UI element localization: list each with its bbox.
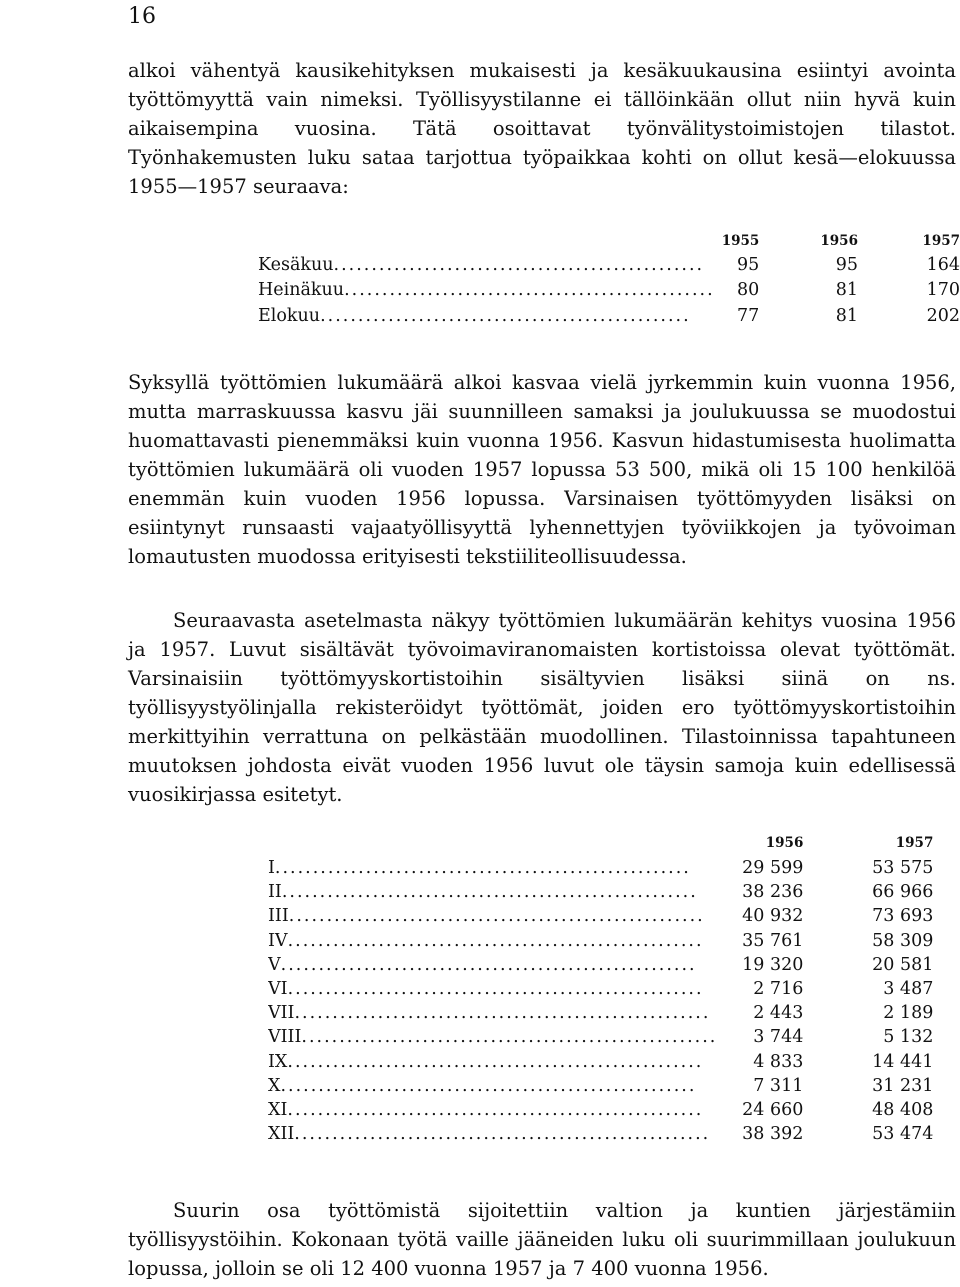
paragraph-table-explanation: Seuraavasta asetelmasta näkyy työttömien lukumäärän kehitys vuosina 1956 ja 1957. Luvut sisältävät työvoimaviranomaisten kortistoissa olevat työttömät. Varsinaisiin työttömyyskortistoihin sisältyvien lisäksi siinä on ns. työllisyystyölinjalla rekisteröidyt työttömät, joiden ero työttömyyskortistoihin merkittyihin verrattuna on pelkästään muodollinen. Tilastoinnissa tapahtuneen muutoksen johdosta eivät vuoden 1956 luvut ole täysin samoja kuin edellisessä vuosikirjassa esitetyt. bbox=[128, 609, 956, 806]
table-row: X....................................................... 7 311 31 231 bbox=[268, 1074, 933, 1098]
applications-per-vacancy-table bbox=[258, 230, 960, 329]
table-row: IX....................................................... 4 833 14 441 bbox=[268, 1050, 933, 1074]
row-label: X bbox=[268, 1075, 281, 1096]
row-label: III bbox=[268, 906, 289, 927]
table-cell: 19 320 bbox=[742, 954, 804, 975]
row-label: XII bbox=[268, 1124, 295, 1145]
table-cell: 170 bbox=[926, 280, 960, 301]
table-cell: 81 bbox=[835, 280, 858, 301]
row-label: IX bbox=[268, 1051, 288, 1072]
column-header: 1955 bbox=[721, 233, 760, 249]
row-label: Elokuu bbox=[258, 305, 321, 326]
table-cell: 53 474 bbox=[872, 1124, 934, 1145]
table-row: I....................................................... 29 599 53 575 bbox=[268, 856, 933, 880]
row-label: I bbox=[268, 858, 275, 879]
row-label: Kesäkuu bbox=[258, 254, 334, 275]
table-cell: 38 236 bbox=[742, 882, 804, 903]
table-cell: 35 761 bbox=[742, 930, 804, 951]
table-cell: 5 132 bbox=[883, 1027, 934, 1048]
table-cell: 24 660 bbox=[742, 1099, 804, 1120]
table-cell: 80 bbox=[737, 280, 760, 301]
unemployed-by-month-table bbox=[268, 830, 933, 1146]
table-cell: 29 599 bbox=[742, 858, 804, 879]
table-cell: 95 bbox=[835, 254, 858, 275]
table-cell: 38 392 bbox=[742, 1124, 804, 1145]
table-cell: 53 575 bbox=[872, 858, 934, 879]
table-cell: 4 833 bbox=[753, 1051, 804, 1072]
column-header: 1957 bbox=[922, 233, 960, 249]
table-cell: 48 408 bbox=[872, 1099, 934, 1120]
table-row: Heinäkuu................................................. 80 81 170 bbox=[258, 278, 960, 304]
row-label: Heinäkuu bbox=[258, 280, 345, 301]
page-number: 16 bbox=[128, 4, 156, 29]
table-row: XI....................................................... 24 660 48 408 bbox=[268, 1098, 933, 1122]
row-label: VII bbox=[268, 1003, 295, 1024]
table-row: IV....................................................... 35 761 58 309 bbox=[268, 929, 933, 953]
table-header-row bbox=[268, 830, 933, 856]
row-label: XI bbox=[268, 1099, 288, 1120]
table-cell: 95 bbox=[737, 254, 760, 275]
table-row: III....................................................... 40 932 73 693 bbox=[268, 904, 933, 928]
table-row: VI....................................................... 2 716 3 487 bbox=[268, 977, 933, 1001]
paragraph-autumn-unemployment: Syksyllä työttömien lukumäärä alkoi kasvaa vielä jyrkemmin kuin vuonna 1956, mutta marraskuussa kasvu jäi suunnilleen samaksi ja joulukuussa se muodostui huomattavasti pienemmäksi kuin vuonna 1956. Kasvun hidastumisesta huolimatta työttömien lukumäärä oli vuoden 1957 lopussa 53 500, mikä oli 15 100 henkilöä enemmän kuin vuoden 1956 lopussa. Varsinaisen työttömyyden lisäksi on esiintynyt runsaasti vajaatyöllisyyttä lyhennettyjen työviikkojen ja työvoiman lomautusten muodossa erityisesti tekstiiliteollisuudessa. bbox=[128, 371, 956, 568]
row-label: V bbox=[268, 954, 281, 975]
row-label: II bbox=[268, 882, 282, 903]
table-cell: 14 441 bbox=[872, 1051, 934, 1072]
table-cell: 20 581 bbox=[872, 954, 934, 975]
table-cell: 58 309 bbox=[872, 930, 934, 951]
table-row: XII....................................................... 38 392 53 474 bbox=[268, 1122, 933, 1146]
column-header: 1956 bbox=[765, 835, 804, 851]
table-row: II....................................................... 38 236 66 966 bbox=[268, 880, 933, 904]
table-cell: 73 693 bbox=[872, 906, 934, 927]
table-cell: 31 231 bbox=[872, 1075, 934, 1096]
table-cell: 2 716 bbox=[753, 979, 804, 1000]
row-label: VI bbox=[268, 979, 288, 1000]
table-row: VII....................................................... 2 443 2 189 bbox=[268, 1001, 933, 1025]
table-cell: 2 189 bbox=[883, 1003, 934, 1024]
table-row: Elokuu................................................. 77 81 202 bbox=[258, 303, 960, 329]
table-cell: 3 487 bbox=[883, 979, 934, 1000]
row-label: IV bbox=[268, 930, 288, 951]
table-cell: 77 bbox=[737, 305, 760, 326]
table-cell: 66 966 bbox=[872, 882, 934, 903]
paragraph-intro: alkoi vähentyä kausikehityksen mukaisesti ja kesäkuukausina esiintyi avointa työttömyyttä vain nimeksi. Työllisyystilanne ei tällöinkään ollut niin hyvä kuin aikaisempina vuosina. Tätä osoittavat työnvälitystoimistojen tilastot. Työnhakemusten luku sataa tarjottua työpaikkaa kohti on ollut kesä—elokuussa 1955—1957 seuraava: bbox=[128, 59, 956, 198]
table-cell: 40 932 bbox=[742, 906, 804, 927]
table-row: VIII....................................................... 3 744 5 132 bbox=[268, 1025, 933, 1049]
table-cell: 3 744 bbox=[753, 1027, 804, 1048]
row-label: VIII bbox=[268, 1027, 302, 1048]
paragraph-employment-works: Suurin osa työttömistä sijoitettiin valtion ja kuntien järjestämiin työllisyystöihin. Kokonaan työtä vaille jääneiden luku oli suurimmillaan joulukuun lopussa, jolloin se oli 12 400 vuonna 1957 ja 7 400 vuonna 1956. bbox=[128, 1199, 956, 1280]
table-row: Kesäkuu................................................. 95 95 164 bbox=[258, 252, 960, 278]
table-row: V....................................................... 19 320 20 581 bbox=[268, 953, 933, 977]
table-cell: 164 bbox=[926, 254, 960, 275]
column-header: 1957 bbox=[895, 835, 934, 851]
table-header-row bbox=[258, 230, 960, 252]
table-cell: 2 443 bbox=[753, 1003, 804, 1024]
table-cell: 81 bbox=[835, 305, 858, 326]
table-cell: 7 311 bbox=[753, 1075, 804, 1096]
table-cell: 202 bbox=[926, 305, 960, 326]
column-header: 1956 bbox=[820, 233, 858, 249]
